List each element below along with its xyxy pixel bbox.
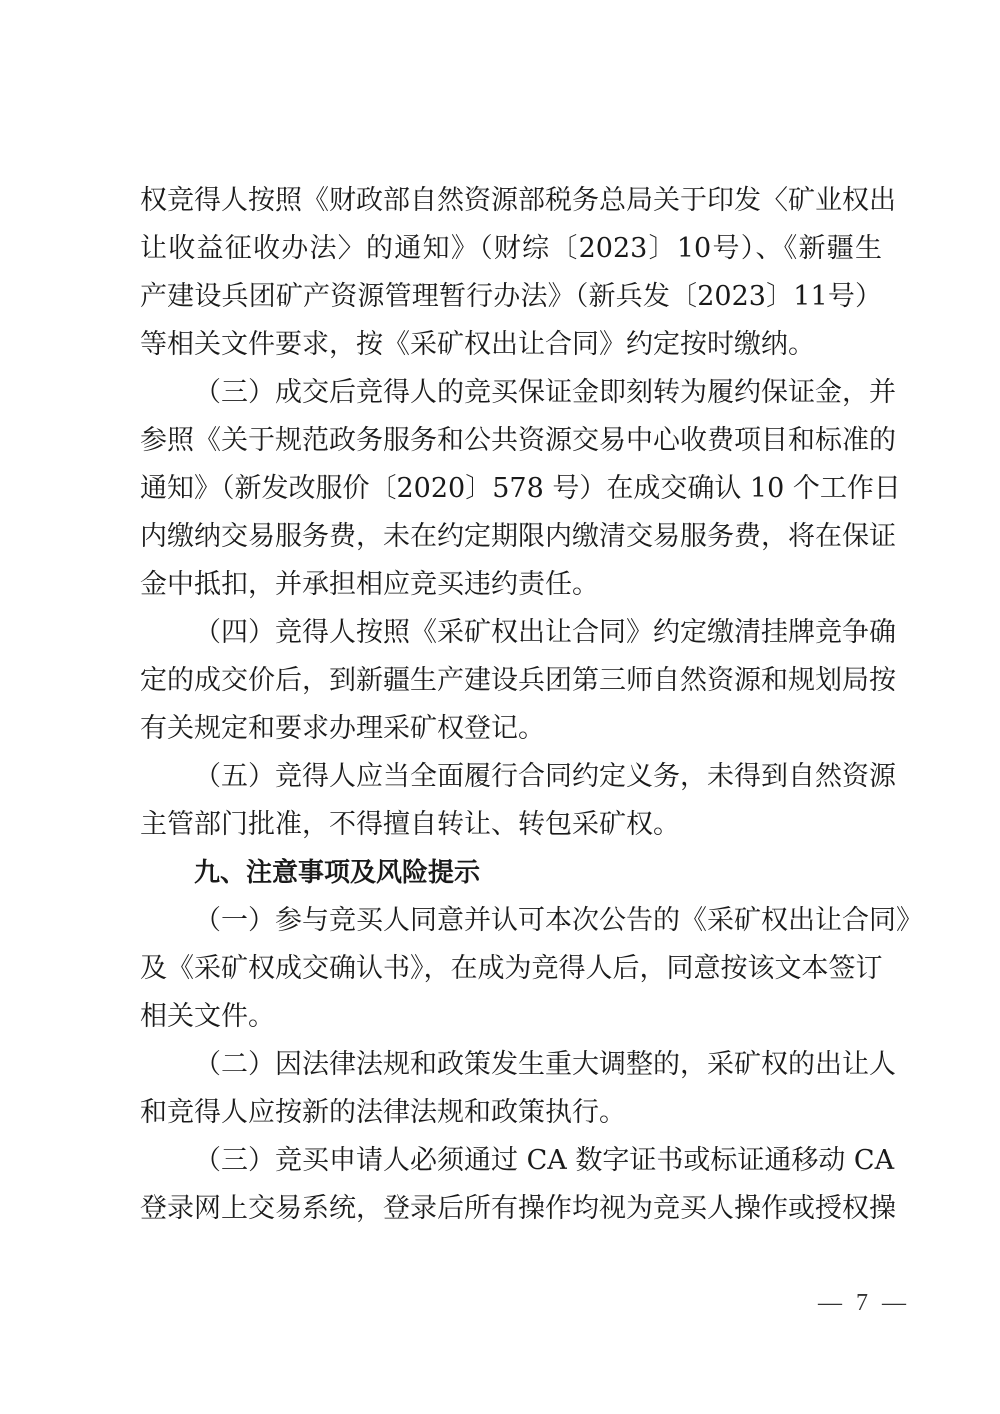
text-line: （二）因法律法规和政策发生重大调整的，采矿权的出让人 [194, 1049, 896, 1080]
text-line: 参照《关于规范政务服务和公共资源交易中心收费项目和标准的 [140, 425, 896, 456]
text-line: 内缴纳交易服务费，未在约定期限内缴清交易服务费，将在保证 [140, 521, 896, 552]
text-line: （三）竞买申请人必须通过 CA 数字证书或标证通移动 CA [194, 1145, 895, 1176]
text-line: （一）参与竞买人同意并认可本次公告的《采矿权出让合同》 [194, 905, 923, 936]
text-line: 权竞得人按照《财政部自然资源部税务总局关于印发〈矿业权出 [140, 185, 896, 216]
section-heading: 九、注意事项及风险提示 [194, 858, 481, 888]
text-line: 主管部门批准，不得擅自转让、转包采矿权。 [140, 809, 680, 840]
text-line: 相关文件。 [140, 1001, 275, 1032]
text-line: 和竞得人应按新的法律法规和政策执行。 [140, 1097, 626, 1128]
text-line: 及《采矿权成交确认书》，在成为竞得人后，同意按该文本签订 [140, 953, 883, 984]
text-line: （三）成交后竞得人的竞买保证金即刻转为履约保证金，并 [194, 377, 896, 408]
text-line: （五）竞得人应当全面履行合同约定义务，未得到自然资源 [194, 761, 896, 792]
text-line: 产建设兵团矿产资源管理暂行办法》（新兵发〔2023〕11号） [140, 281, 882, 312]
text-line: 有关规定和要求办理采矿权登记。 [140, 713, 545, 744]
text-line: 通知》（新发改服价〔2020〕578 号）在成交确认 10 个工作日 [140, 473, 901, 504]
text-line: 金中抵扣，并承担相应竞买违约责任。 [140, 569, 599, 600]
document-body [140, 177, 923, 1233]
text-line: 定的成交价后，到新疆生产建设兵团第三师自然资源和规划局按 [140, 665, 896, 696]
text-line: （四）竞得人按照《采矿权出让合同》约定缴清挂牌竞争确 [194, 617, 896, 648]
page-number: — 7 — [818, 1290, 910, 1316]
text-line: 让收益征收办法〉的通知》（财综〔2023〕10号）、《新疆生 [140, 233, 882, 264]
text-line: 等相关文件要求，按《采矿权出让合同》约定按时缴纳。 [140, 329, 815, 360]
text-line: 登录网上交易系统，登录后所有操作均视为竞买人操作或授权操 [140, 1193, 896, 1224]
